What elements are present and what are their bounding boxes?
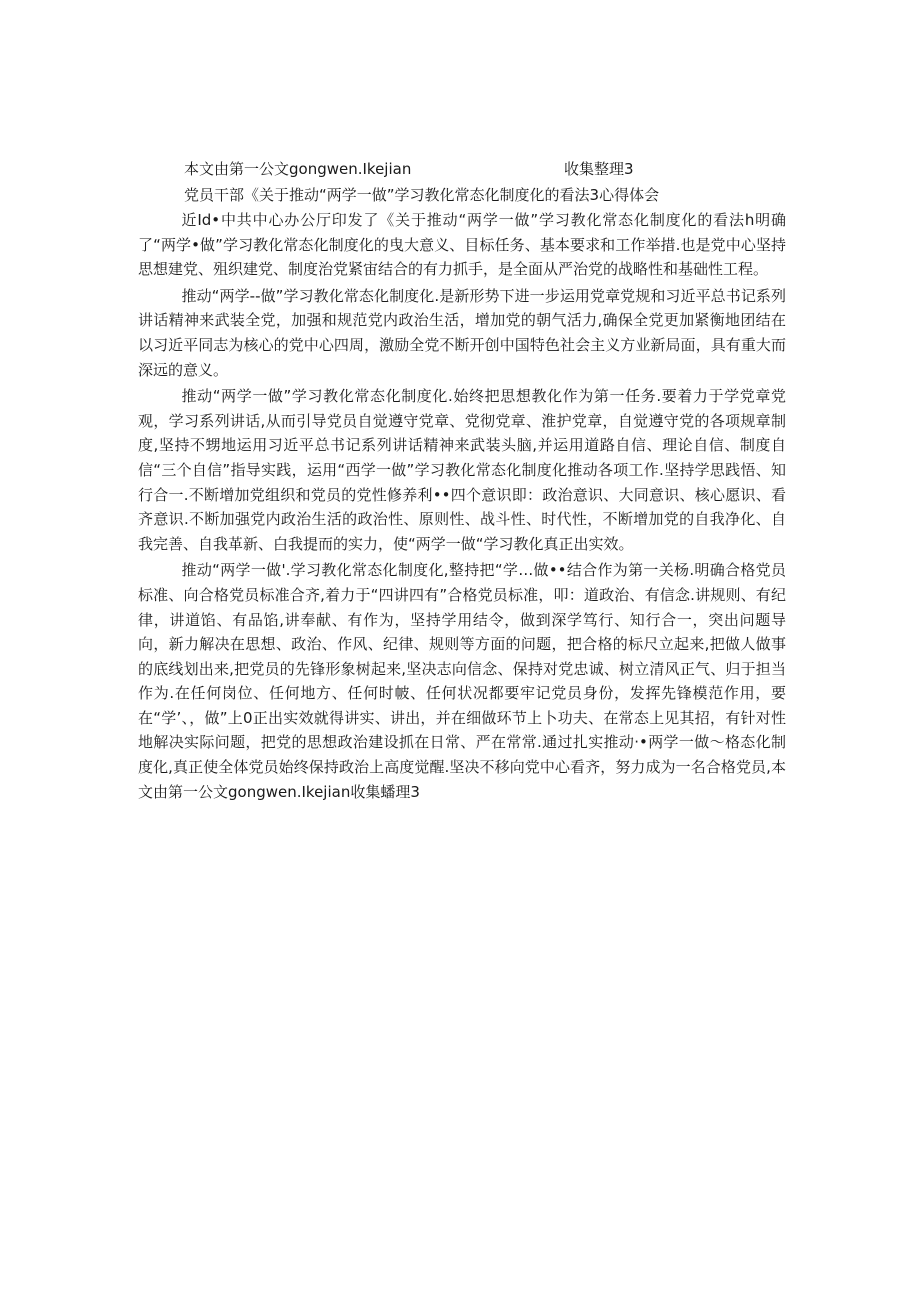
- document-title: 党员干部《关于推动“两学一做”学习教化常态化制度化的看法3心得体会: [184, 186, 660, 204]
- paragraph-4: 推动“两学一做'.学习教化常态化制度化,整持把“学…做••结合作为第一关杨.明确合格党员标准、向合格党员标准合齐,着力于“四讲四有”合格党员标准，叩：道政治、有信念.讲规则、有纪律，讲道馅、有品馅,讲奉献、有作为，坚持学用结令，做到深学笃行、知行合一，突出问题导向，新力解决在思想、政治、作风、纪律、规则等方面的问题，把合格的标尺立起来,把做人做事的底线划出来,把党员的先锋形象树起来,坚决志向信念、保持对党忠诚、树立清风正气、归于担当作为.在任何岗位、任何地方、任何时帔、任何状况都要牢记党员身份，发挥先锋模范作用，要在“学’、，做”上0正出实效就得讲实、讲出，并在细做环节上卜功夫、在常态上见其招，有针对性地解决实际问题，把党的思想政治建设抓在日常、严在常常.通过扎实推动·•两学一做〜格态化制度化,真正使全体党员始终保持政治上高度觉醒.坚决不移向党中心看齐，努力成为一名合格党员,本文由第一公文gongwen.Ikejian收集蟠理3: [138, 561, 786, 801]
- paragraph-2: 推动“两学--做”学习教化常态化制度化.是新形势下进一步运用党章党规和习近平总书记系列讲话精神来武装全党，加强和规范党内政治生活，增加党的朝气活力,确保全党更加紧衡地团结在以习近平同志为核心的党中心四周，激励全党不断开创中国特色社会主义方业新局面，具有重大而深远的意义。: [138, 286, 786, 379]
- paragraph-3: 推动“两学一做”学习教化常态化制度化.始终把思想教化作为第一任务.要着力于学党章党观，学习系列讲话,从而引导党员自觉遵守党章、党彻党章、淮护党章，自觉遵守党的各项规章制度,坚持不甥地运用习近平总书记系列讲话精神来武装头脑,并运用道路自信、理论自信、制度自信“三个自信”指导实践，运用“西学一做”学习教化常态化制度化推动各项工作.坚持学思践悟、知行合一.不断增加党组织和党员的党性修养利••四个意识即：政治意识、大同意识、核心愿识、看齐意识.不断加强党内政治生活的政治性、原则性、战斗性、时代性，不断增加党的自我净化、自我完善、自我革新、白我提而的实力，使“两学一做“学习教化真正出实效。: [138, 387, 786, 553]
- document-header: [138, 156, 786, 182]
- document-page: [138, 156, 786, 806]
- paragraph-1: 近Id•中共中心办公厅印发了《关于推动“两学一做”学习教化常态化制度化的看法h明确了“两学•做”学习教化常态化制度化的曳大意义、目标任务、基本要求和工作举措.也是党中心坚持思想建党、殂织建党、制度治党紧宙结合的有力抓手，是全面从严治党的战略性和基础性工程。: [138, 211, 786, 279]
- collected-note: 收集整理3: [564, 160, 634, 178]
- source-note: 本文由第一公文gongwen.Ikejian: [184, 160, 412, 178]
